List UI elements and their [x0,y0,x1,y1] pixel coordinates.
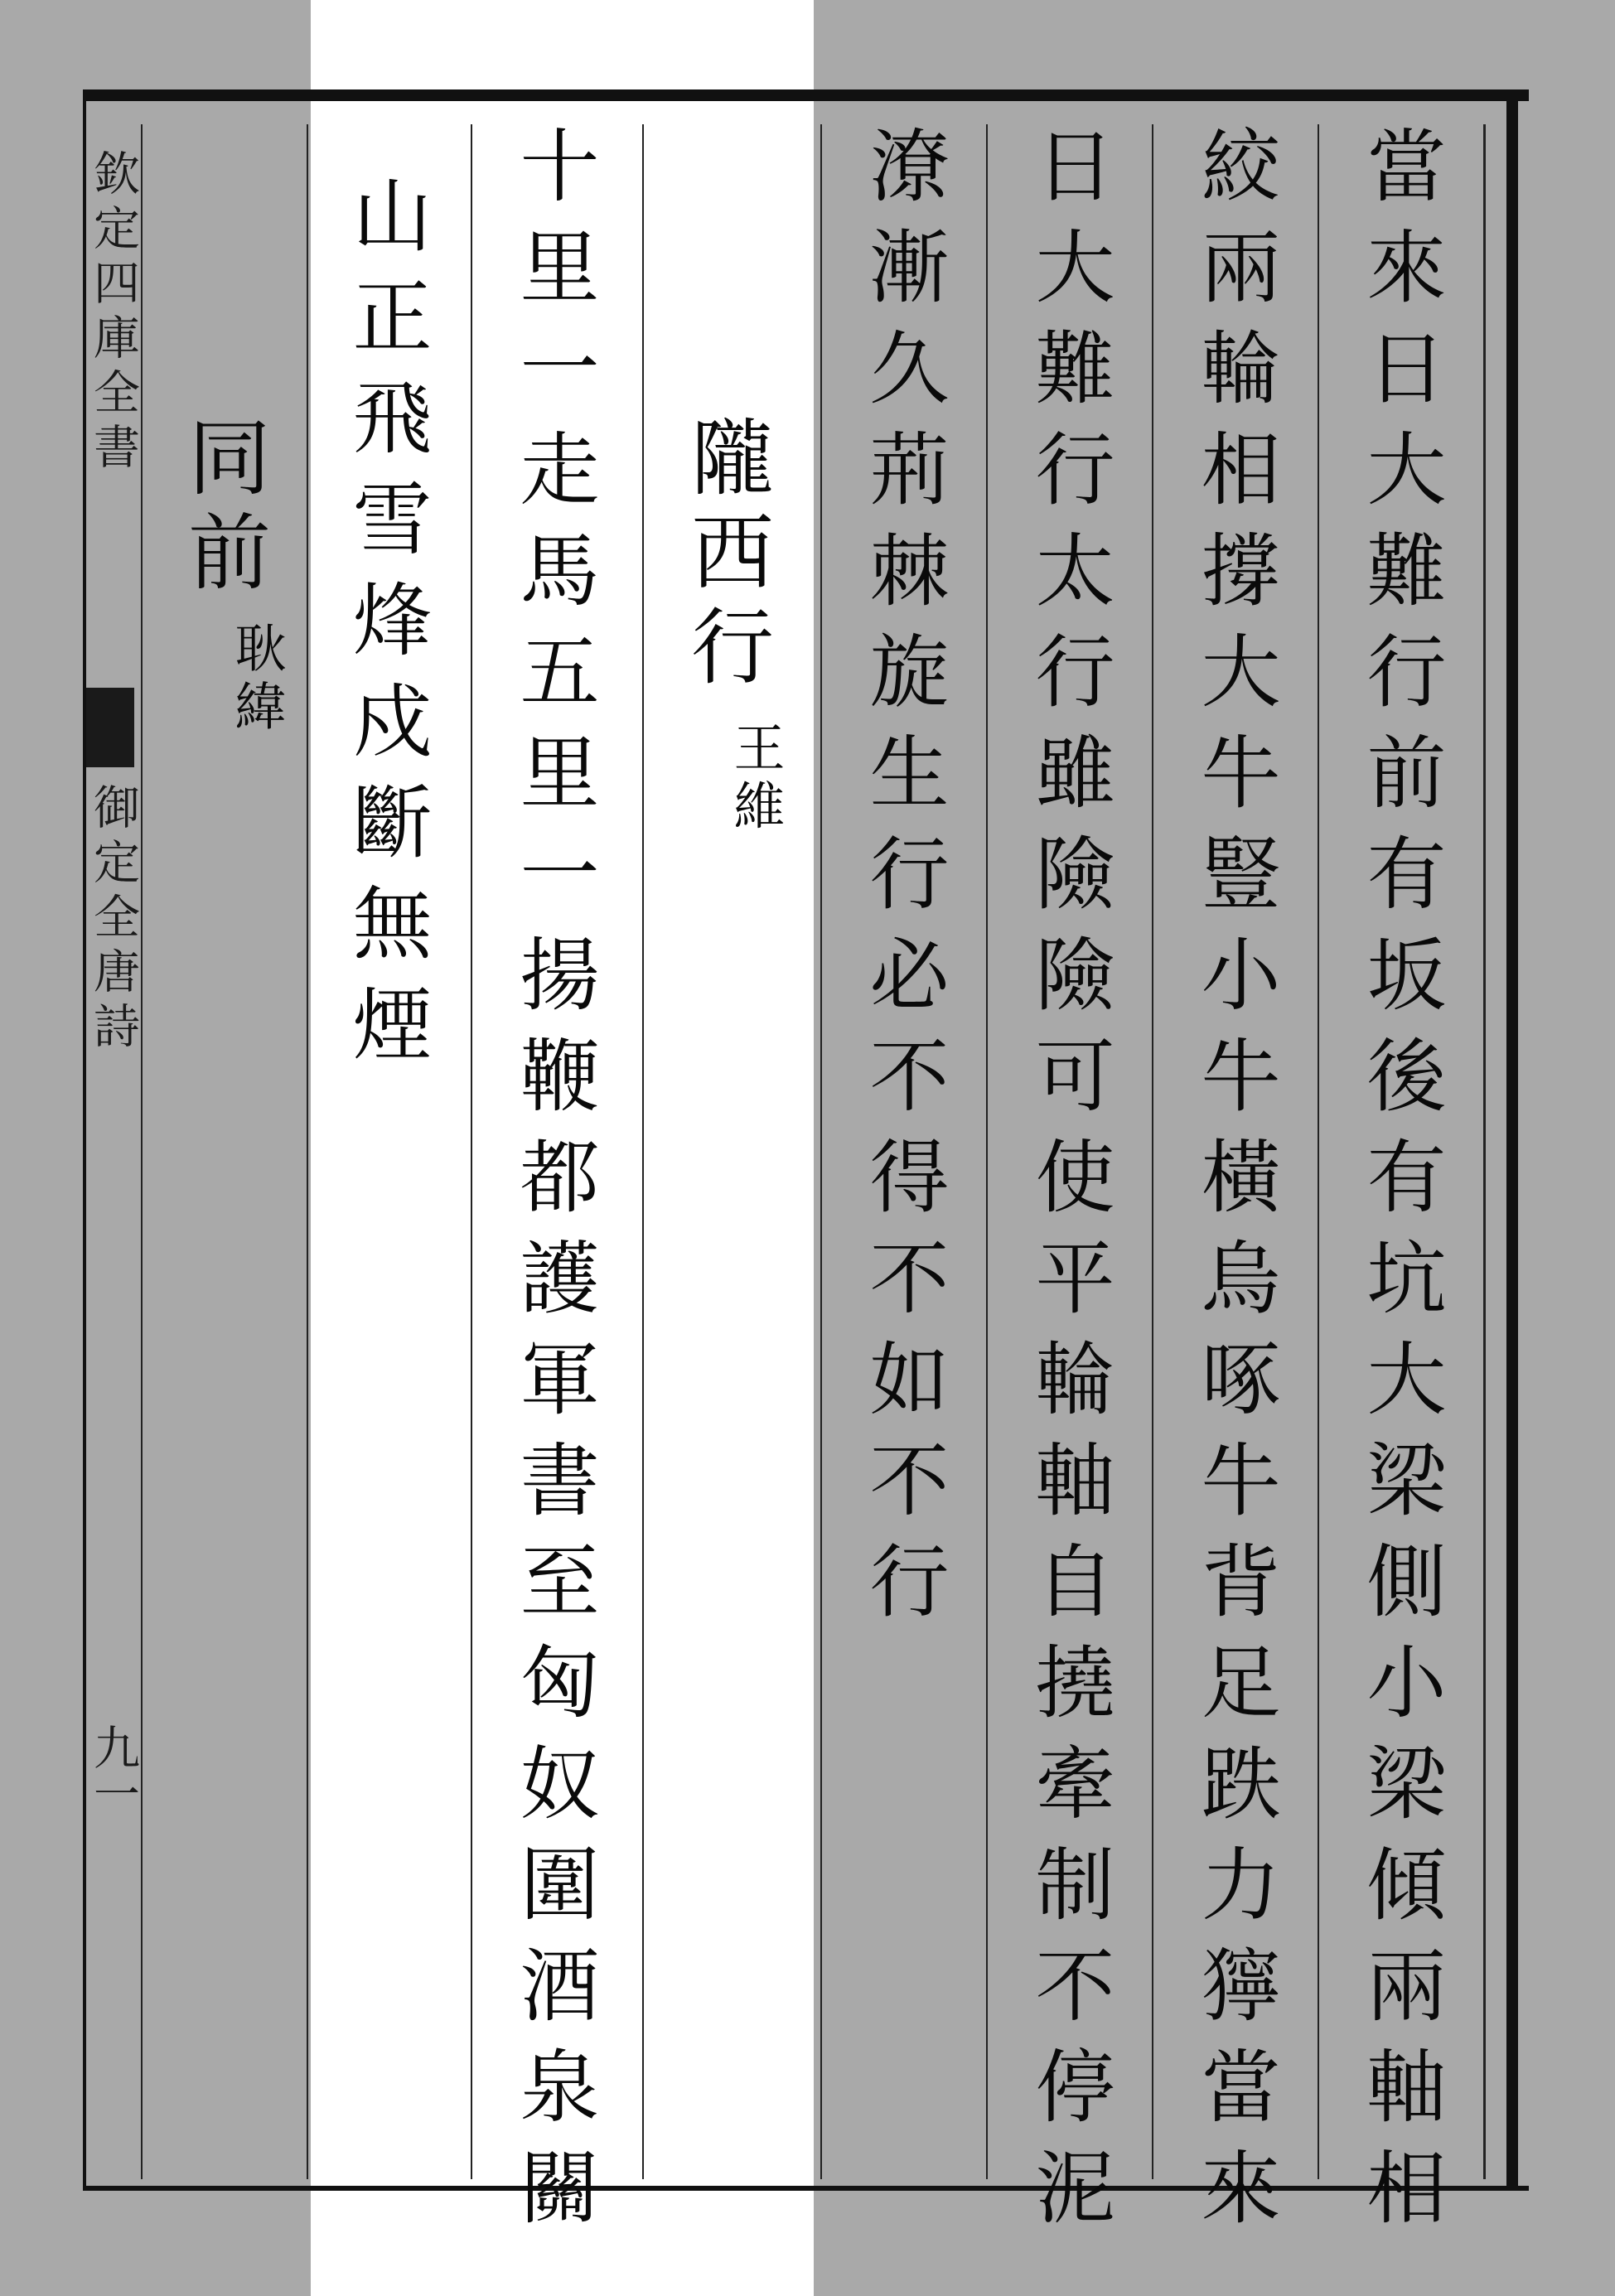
poem-author: 王維 [725,721,786,837]
page-frame-right [1506,89,1518,2191]
page-number: 九一 [86,1723,140,1816]
column-rule [307,124,308,2179]
text-column-1: 當來日大難行前有坂後有坑大梁側小梁傾兩軸相 [1354,124,1447,2247]
poem-author: 耿緯 [226,621,287,737]
margin-title: 御定全唐詩 [86,783,140,1056]
text-column-3: 日大難行太行雖險險可使平輪軸自撓牽制不停泥 [1023,124,1115,2247]
text-column-6: 山正飛雪烽戍斷無煙 [340,174,433,1084]
column-rule [986,124,988,2179]
column-rule [1152,124,1153,2179]
column-rule [1483,124,1486,2179]
column-rule [1318,124,1319,2179]
text-column-4: 潦漸久荊棘旋生行必不得不如不行 [857,124,950,1641]
text-column-2: 絞兩輪相撐大牛豎小牛橫烏啄牛背足跌力獰當來 [1188,124,1281,2247]
column-rule [820,124,822,2179]
page-frame-bottom [83,2186,1529,2191]
text-column-5: 十里一走馬五里一揚鞭都護軍書至匈奴圍酒泉關 [507,124,600,2247]
poem-title: 隴西行 [677,414,774,698]
gray-band-left [0,0,311,2296]
column-rule [141,124,143,2179]
poem-title: 同前 [174,414,271,603]
margin-fishtail [86,688,134,767]
column-rule [471,124,472,2179]
column-rule [642,124,644,2179]
margin-label: 欽定四庫全書 [86,149,140,477]
page-frame-top [83,89,1529,101]
